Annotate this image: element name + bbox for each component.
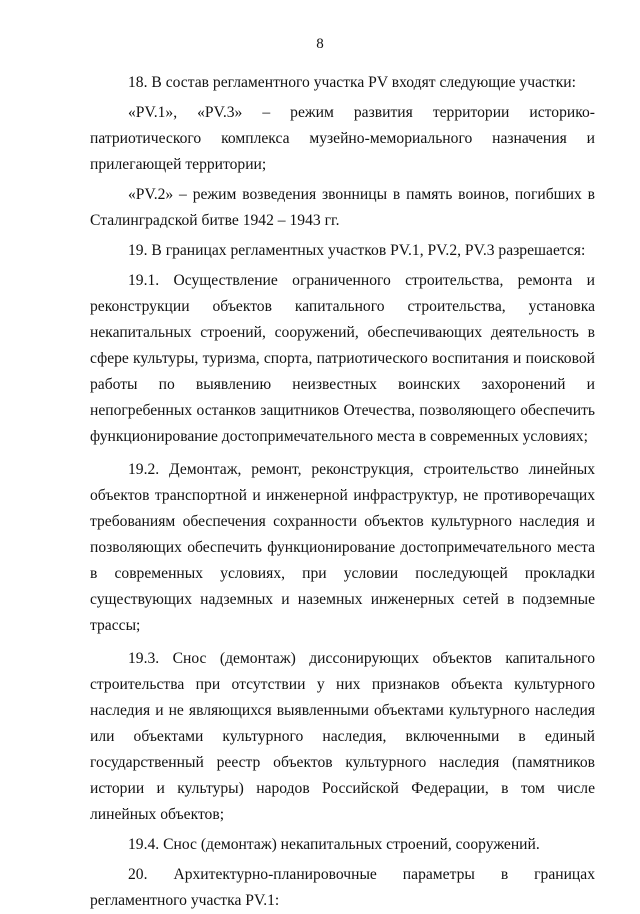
paragraph-18: 18. В состав регламентного участка PV входят следующие участки: [128, 74, 576, 91]
page-number: 8 [316, 36, 324, 52]
paragraph-19-2: 19.2. Демонтаж, ремонт, реконструкция, строительство линейных объектов транспортной и инженерной инфраструктур, не противоречащих требованиям обеспечения сохранности объектов культурного наследия и позволяющих обеспечить функционирование достопримечательного места в современных условиях, при условии последующей прокладки существующих надземных и наземных инженерных сетей в подземные трассы; [90, 461, 595, 634]
paragraph-pv1-pv3: «PV.1», «PV.3» – режим развития территории историко-патриотического комплекса музейно-мемориального назначения и прилегающей территории; [90, 104, 595, 173]
paragraph-pv2: «PV.2» – режим возведения звонницы в память воинов, погибших в Сталинградской битве 1942 – 1943 гг. [90, 186, 595, 229]
paragraph-20: 20. Архитектурно-планировочные параметры в границах регламентного участка PV.1: [90, 866, 595, 909]
paragraph-19-4: 19.4. Снос (демонтаж) некапитальных строений, сооружений. [128, 836, 540, 853]
paragraph-19: 19. В границах регламентных участков PV.1, PV.2, PV.3 разрешается: [128, 242, 586, 259]
paragraph-19-3: 19.3. Снос (демонтаж) диссонирующих объектов капитального строительства при отсутствии у них признаков объекта культурного наследия и не являющихся выявленными объектами культурного наследия или объектами культурного наследия, включенными в единый государственный реестр объектов культурного наследия (памятников истории и культуры) народов Российской Федерации, в том числе линейных объектов; [90, 650, 595, 823]
paragraph-19-1: 19.1. Осуществление ограниченного строительства, ремонта и реконструкции объектов капитального строительства, установка некапитальных строений, сооружений, обеспечивающих деятельность в сфере культуры, туризма, спорта, патриотического воспитания и поисковой работы по выявлению неизвестных воинских захоронений и непогребенных останков защитников Отечества, позволяющего обеспечить функционирование достопримечательного места в современных условиях; [90, 272, 595, 445]
document-body [90, 70, 595, 914]
